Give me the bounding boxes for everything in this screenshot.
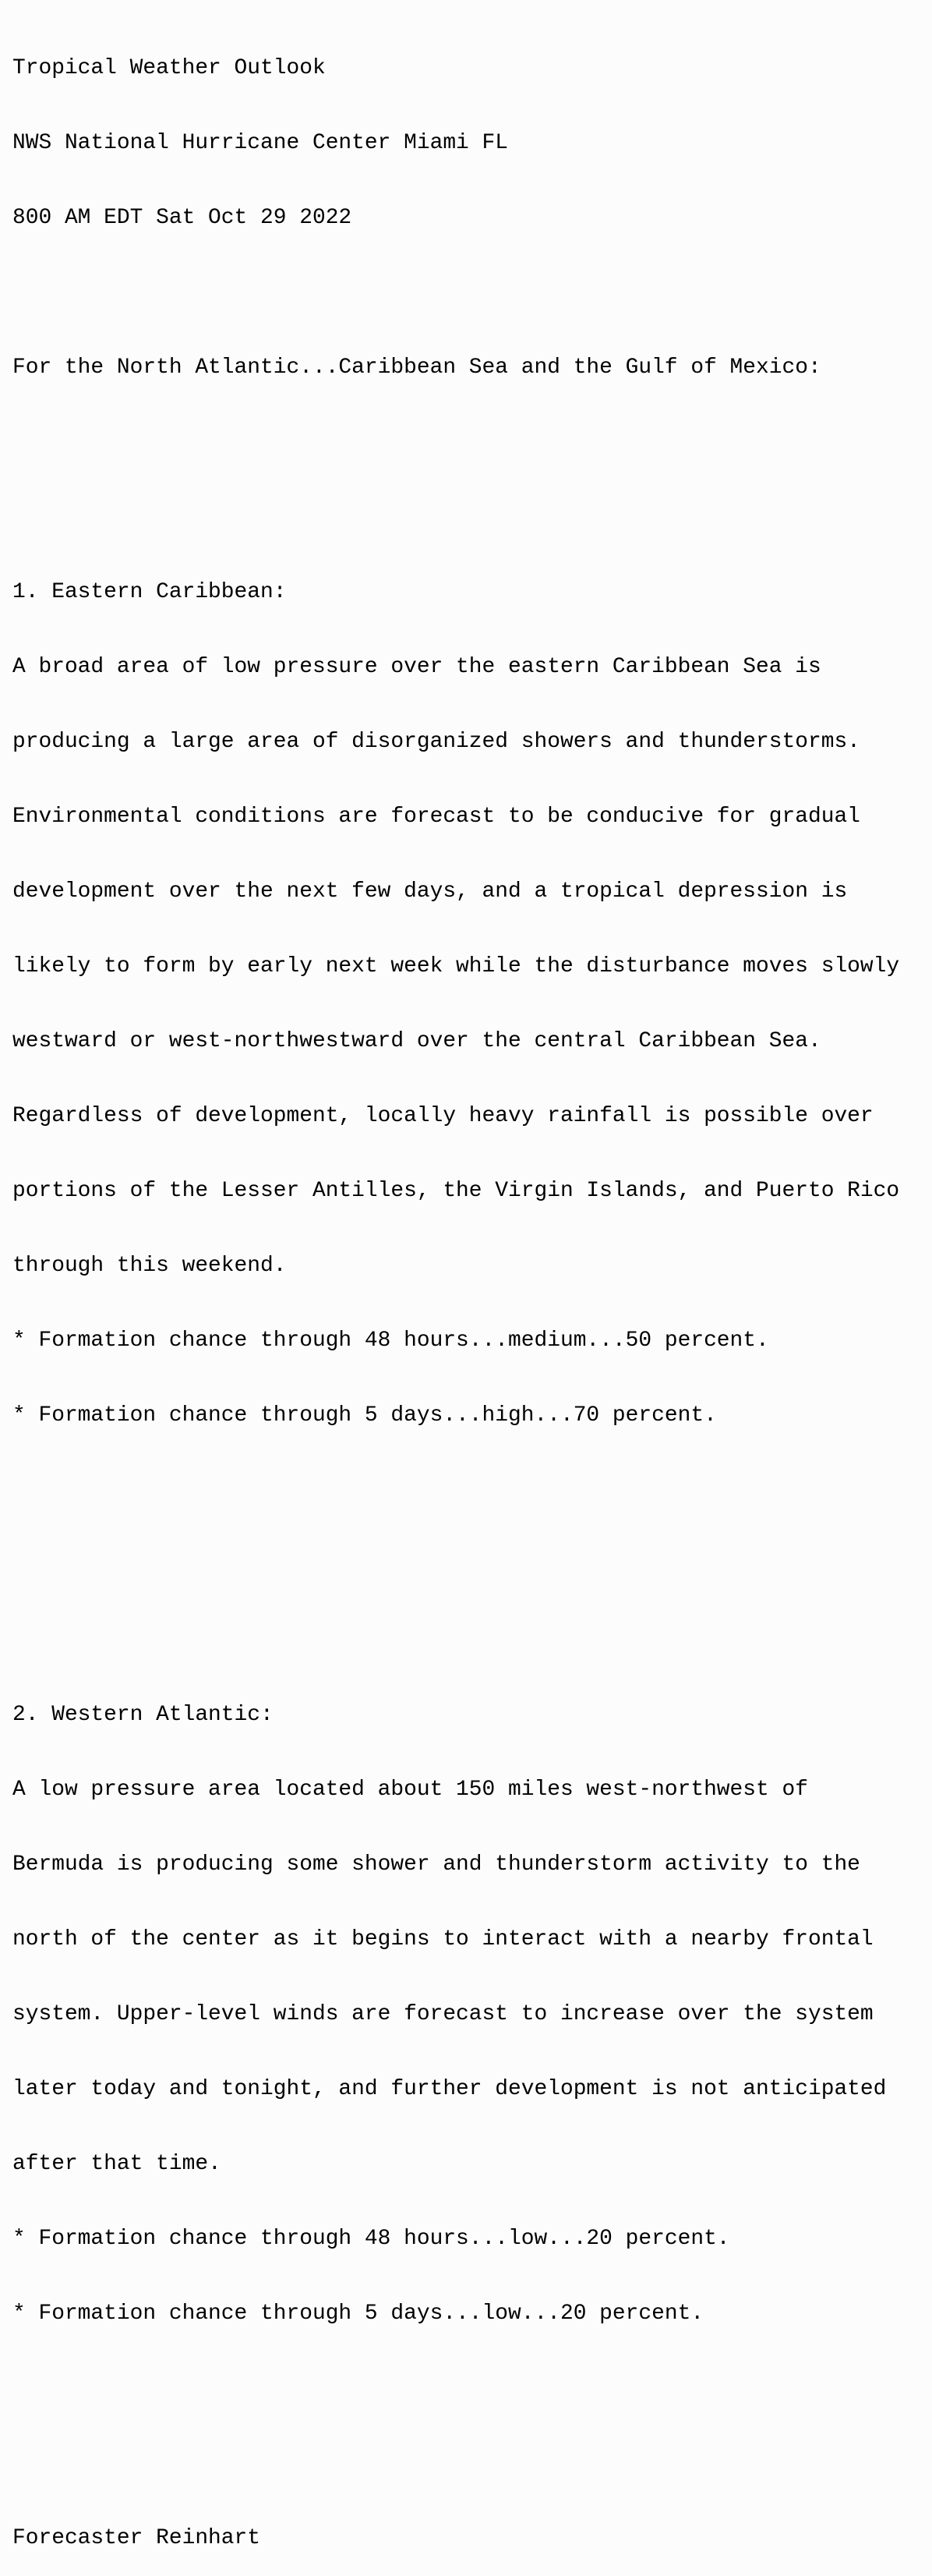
- system-1: [12, 530, 899, 1478]
- outlook-document: [12, 6, 899, 2576]
- discussion-line: Bermuda is producing some shower and thunderstorm activity to the: [12, 1852, 860, 1877]
- product-title: Tropical Weather Outlook: [12, 56, 326, 80]
- system-heading: 1. Eastern Caribbean:: [12, 580, 287, 604]
- discussion-line: westward or west-northwestward over the central Caribbean Sea.: [12, 1029, 821, 1053]
- discussion-line: through this weekend.: [12, 1254, 287, 1278]
- spacer: [12, 281, 899, 306]
- spacer: [12, 2451, 899, 2476]
- forecaster-signature: Forecaster Reinhart: [12, 2526, 261, 2550]
- formation-chance-48h: * Formation chance through 48 hours...medium...50 percent.: [12, 1329, 769, 1353]
- discussion-line: likely to form by early next week while the disturbance moves slowly: [12, 954, 900, 978]
- formation-chance-5d: * Formation chance through 5 days...low...20 percent.: [12, 2302, 704, 2326]
- discussion-line: A broad area of low pressure over the eastern Caribbean Sea is: [12, 655, 821, 679]
- spacer: [12, 1553, 899, 1578]
- discussion-line: after that time.: [12, 2152, 221, 2176]
- formation-chance-48h: * Formation chance through 48 hours...low...20 percent.: [12, 2227, 730, 2251]
- discussion-line: Environmental conditions are forecast to be conducive for gradual: [12, 805, 860, 829]
- discussion-line: system. Upper-level winds are forecast to increase over the system: [12, 2002, 874, 2026]
- issuing-office: NWS National Hurricane Center Miami FL: [12, 131, 509, 155]
- discussion-line: Regardless of development, locally heavy rainfall is possible over: [12, 1104, 874, 1128]
- outlook-scope: For the North Atlantic...Caribbean Sea and the Gulf of Mexico:: [12, 356, 821, 380]
- spacer: [12, 430, 899, 455]
- discussion-line: A low pressure area located about 150 miles west-northwest of: [12, 1778, 808, 1802]
- discussion-line: development over the next few days, and a tropical depression is: [12, 879, 848, 904]
- system-2: [12, 1653, 899, 2376]
- discussion-line: portions of the Lesser Antilles, the Virgin Islands, and Puerto Rico: [12, 1179, 900, 1203]
- issue-time: 800 AM EDT Sat Oct 29 2022: [12, 206, 352, 230]
- system-heading: 2. Western Atlantic:: [12, 1703, 274, 1727]
- discussion-line: later today and tonight, and further development is not anticipated: [12, 2077, 887, 2101]
- discussion-line: producing a large area of disorganized showers and thunderstorms.: [12, 730, 860, 754]
- discussion-line: north of the center as it begins to interact with a nearby frontal: [12, 1927, 874, 1951]
- formation-chance-5d: * Formation chance through 5 days...high...70 percent.: [12, 1403, 717, 1428]
